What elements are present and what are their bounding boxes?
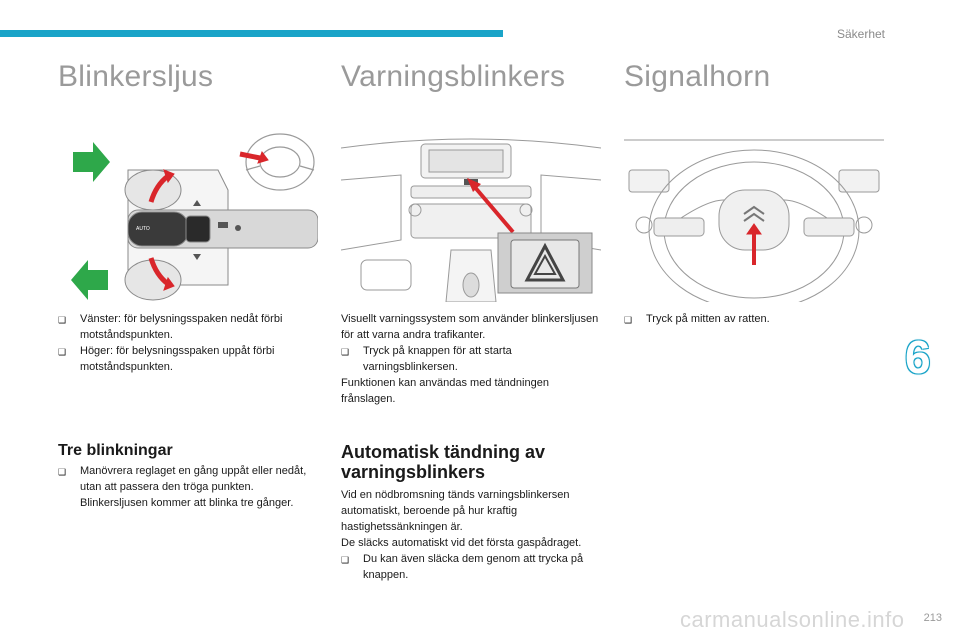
automatisk-tandning-text: Vid en nödbromsning tänds varningsblinkersen automatiskt, beroende på hur kraftig hastighetssänkningen är. De släcks automatiskt vid det första gaspådraget. ❑ Du kan även släcka dem genom att trycka på knappen. [341, 487, 603, 583]
watermark: carmanualsonline.info [680, 607, 905, 632]
list-item: ❑ Vänster: för belysningsspaken nedåt förbi motståndspunkten. [58, 313, 283, 341]
turn-signal-stalk-illustration [68, 130, 318, 302]
hollow-square-bullet-icon: ❑ [58, 347, 67, 357]
list-item: ❑ Höger: för belysningsspaken uppåt förbi motståndspunkten. [58, 345, 275, 373]
hollow-square-bullet-icon: ❑ [624, 315, 633, 325]
hollow-square-bullet-icon: ❑ [341, 347, 350, 357]
hollow-square-bullet-icon: ❑ [58, 315, 67, 325]
hazard-button-illustration [341, 130, 601, 302]
hollow-square-bullet-icon: ❑ [58, 467, 67, 477]
svg-text:AUTO: AUTO [136, 226, 150, 232]
heading-varningsblinkers: Varningsblinkers [341, 60, 566, 93]
varningsblinkers-text: Visuellt varningssystem som använder blinkersljusen för att varna andra trafikanter. ❑ Tryck på knappen för att starta varningsblinkersen. Funktionen kan användas med tändningen frånslagen. [341, 311, 603, 407]
list-item: ❑ Tryck på mitten av ratten. [624, 311, 886, 328]
blinkersljus-instructions [58, 311, 320, 375]
tre-blinkningar-instructions [58, 463, 320, 511]
list-item: ❑ Manövrera reglaget en gång uppåt eller nedåt, utan att passera den tröga punkten. Blinkersljusen kommer att blinka tre gånger. [58, 465, 307, 509]
section-label: Säkerhet [836, 27, 885, 41]
heading-blinkersljus: Blinkersljus [58, 60, 214, 93]
signalhorn-instructions [624, 311, 886, 328]
page-number: 213 [923, 612, 942, 624]
accent-bar [0, 30, 503, 37]
list-item: ❑ Tryck på knappen för att starta varningsblinkersen. [341, 345, 512, 373]
steering-wheel-horn-illustration [624, 130, 884, 302]
heading-automatisk-tandning: Automatisk tändning av varningsblinkers [341, 442, 546, 482]
heading-signalhorn: Signalhorn [624, 60, 771, 93]
heading-tre-blinkningar: Tre blinkningar [58, 442, 173, 459]
list-item: ❑ Du kan även släcka dem genom att trycka på knappen. [341, 553, 584, 581]
chapter-number: 6 [905, 331, 931, 383]
hollow-square-bullet-icon: ❑ [341, 555, 350, 565]
